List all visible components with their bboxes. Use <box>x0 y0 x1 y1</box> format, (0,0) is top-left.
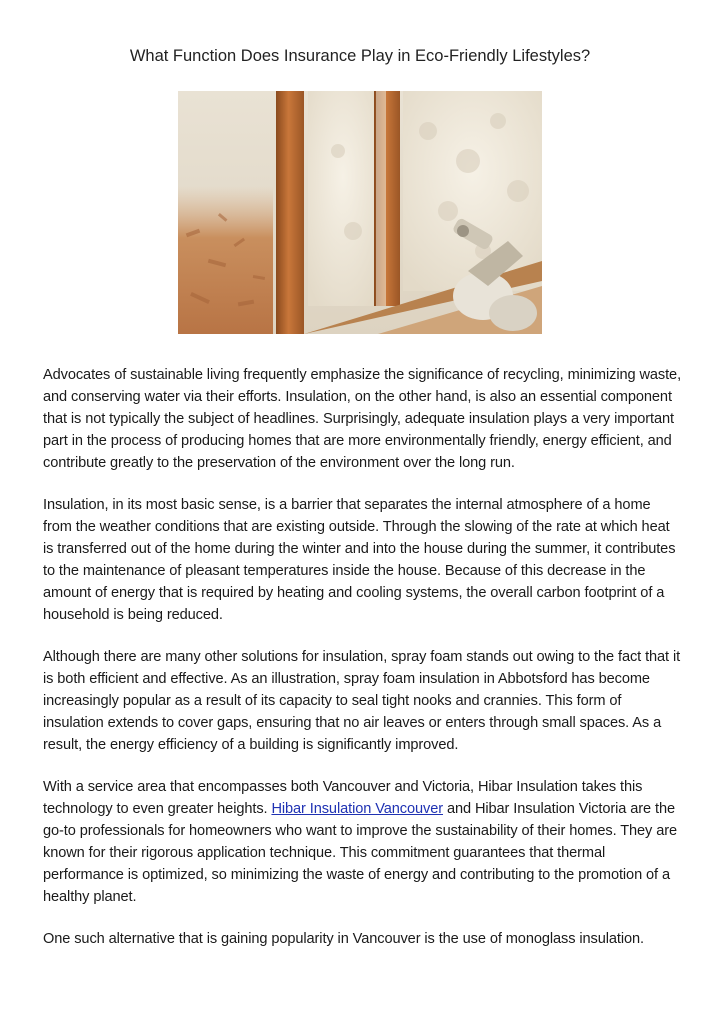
page-title: What Function Does Insurance Play in Eco-Friendly Lifestyles? <box>129 47 591 65</box>
hibar-text-before: With a service area that encompasses both Vancouver and Victoria, Hibar Insulation takes this technology to even greater heights. <box>43 779 643 817</box>
hibar-text-after: and Hibar Insulation Victoria are the go-to professionals for homeowners who want to improve the sustainability of their homes. They are known for their rigorous application technique. This commitment guarantees that thermal performance is optimized, so minimizing the waste of energy and contributing to the promotion of a healthy planet. <box>43 801 678 905</box>
article-body <box>43 364 683 970</box>
paragraph-recycling: Advocates of sustainable living frequently emphasize the significance of recycling, minimizing waste, and conserving water via their efforts. Insulation, on the other hand, is also an essential component that is not typically the subject of headlines. Surprisingly, adequate insulation plays a very important part in the process of producing homes that are more environmentally friendly, energy efficient, and contribute greatly to the preservation of the environment over the long run. <box>43 367 682 471</box>
hibar-insulation-vancouver-link[interactable]: Hibar Insulation Vancouver <box>271 801 443 817</box>
spray-foam-insulation-photo <box>178 91 542 334</box>
paragraph-spray-foam: Although there are many other solutions for insulation, spray foam stands out owing to the fact that it is both efficient and effective. As an illustration, spray foam insulation in Abbotsford has become increasingly popular as a result of its capacity to seal tight nooks and crannies. This form of insulation extends to cover gaps, ensuring that no air leaves or enters through small spaces. As a result, the energy efficiency of a building is significantly improved. <box>43 649 681 753</box>
paragraph-insulation-basics: Insulation, in its most basic sense, is a barrier that separates the internal atmosphere of a home from the weather conditions that are existing outside. Through the slowing of the rate at which heat is transferred out of the home during the winter and into the house during the summer, it contributes to the maintenance of pleasant temperatures inside the house. Because of this decrease in the amount of energy that is required by heating and cooling systems, the overall carbon footprint of a household is being reduced. <box>43 497 676 623</box>
paragraph-hibar <box>43 776 683 908</box>
paragraph-monoglass: One such alternative that is gaining popularity in Vancouver is the use of monoglass insulation. <box>43 931 644 947</box>
